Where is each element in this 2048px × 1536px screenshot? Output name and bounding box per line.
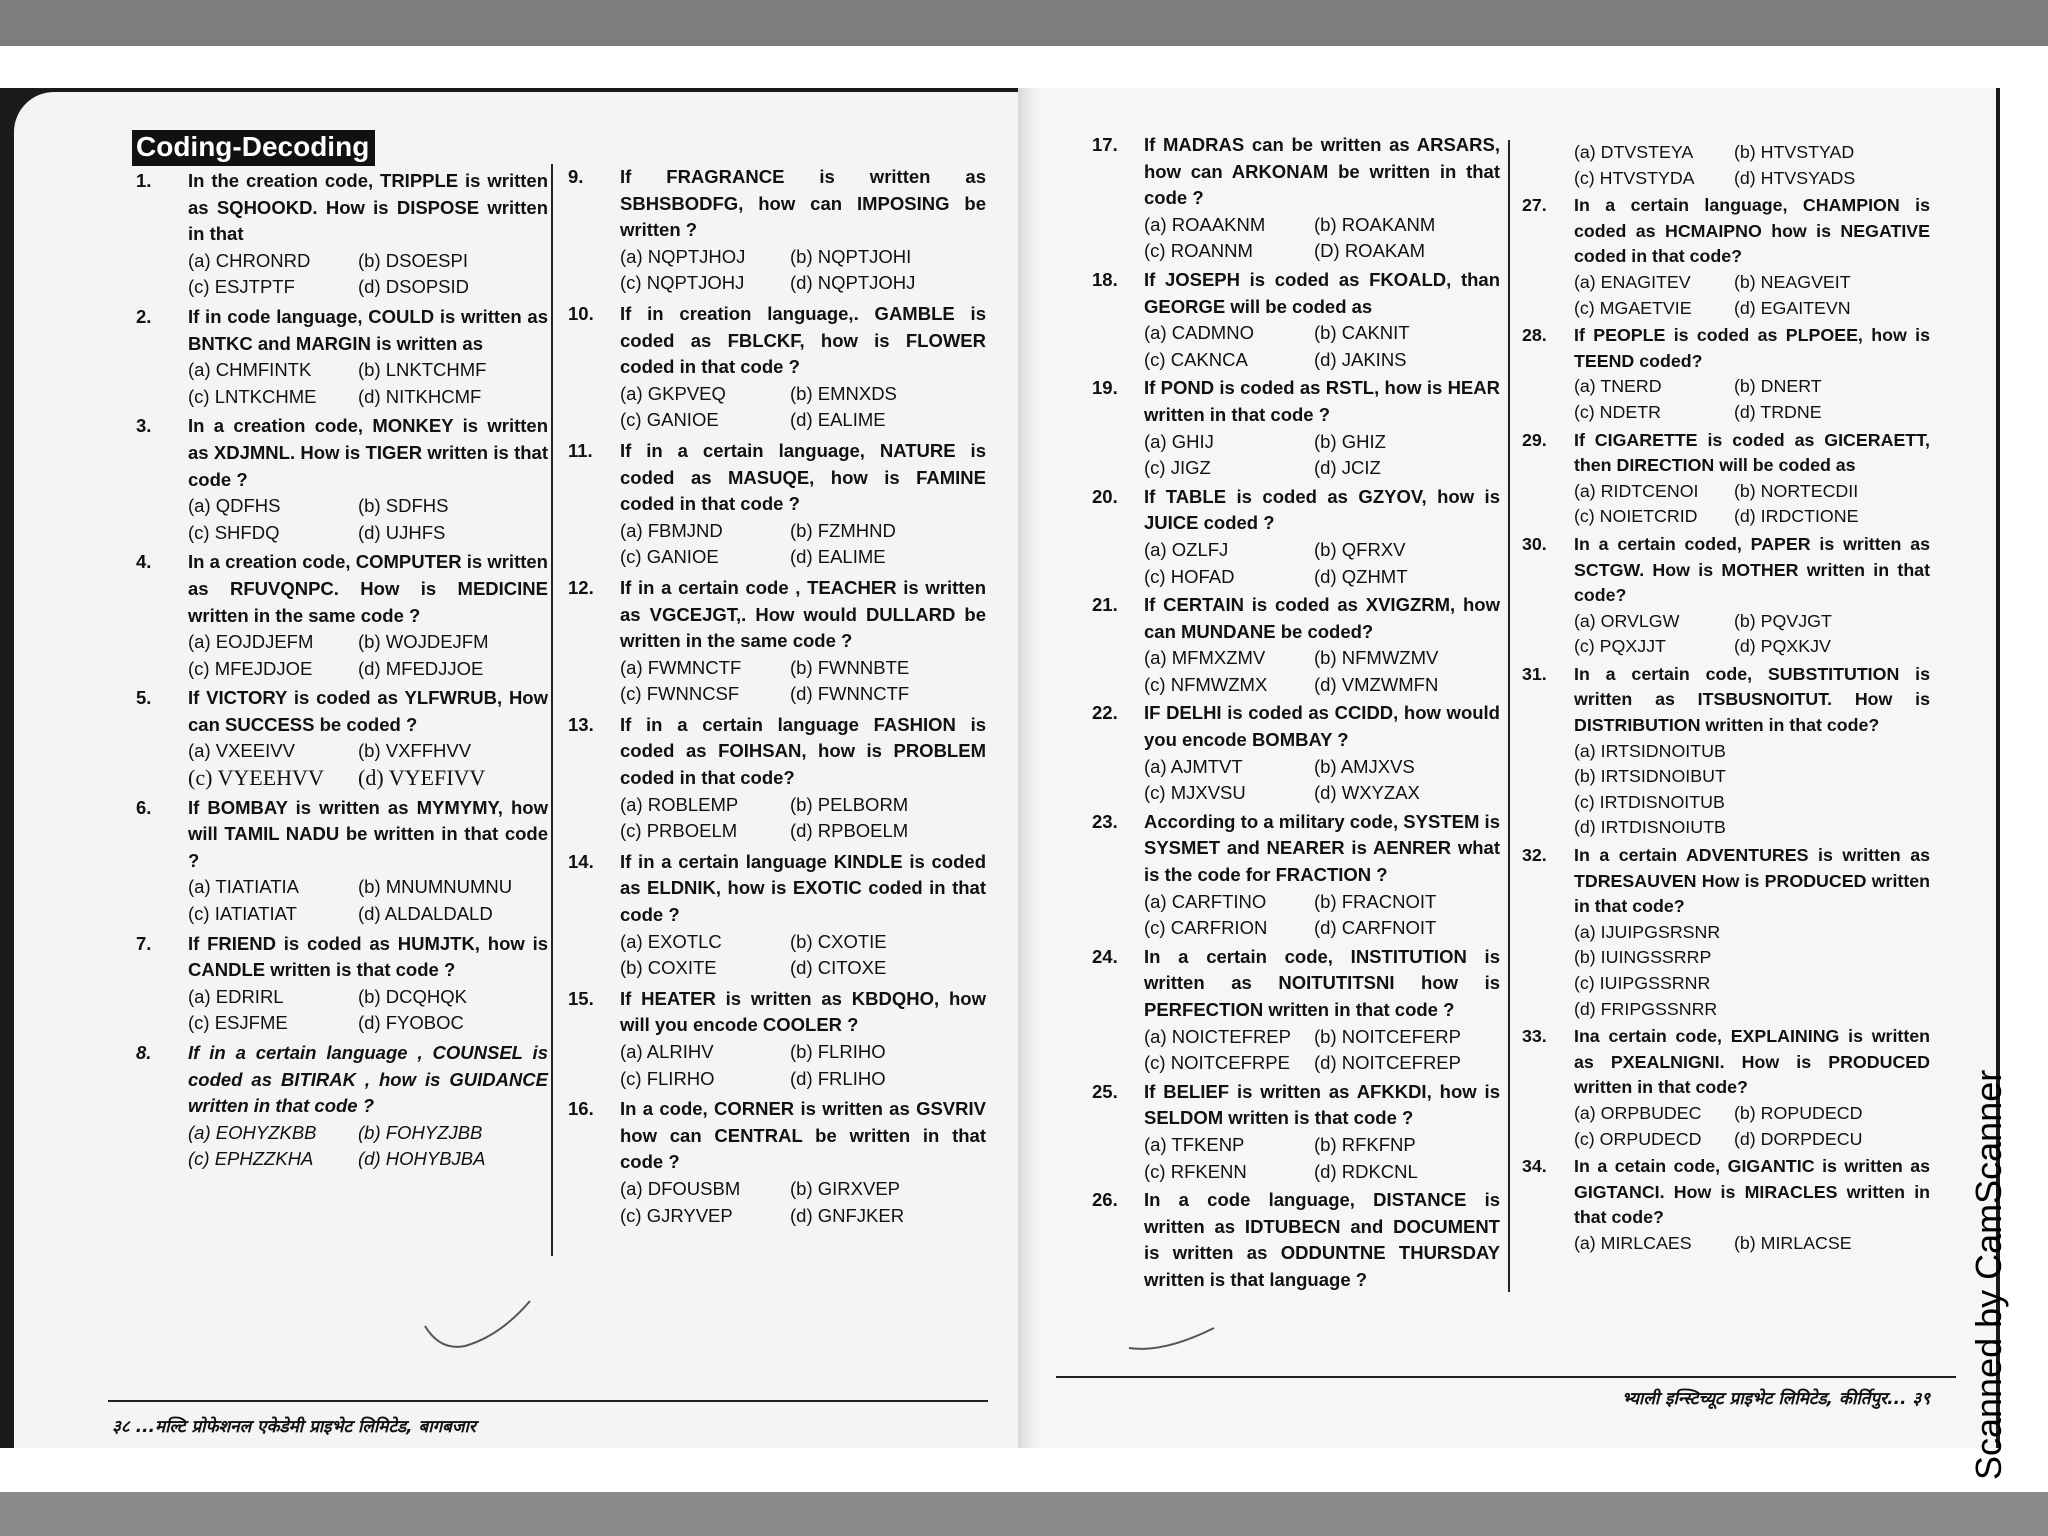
option: (a) MIRLCAES — [1574, 1232, 1692, 1253]
option: (D) ROAKAM — [1314, 240, 1425, 262]
question-text: If VICTORY is coded as YLFWRUB, How can SUCCESS be coded ? — [188, 687, 548, 735]
option: (b) NEAGVEIT — [1734, 271, 1851, 292]
option: (c) EPHZZKHA — [188, 1148, 314, 1170]
option: (d) RPBOELM — [790, 820, 909, 842]
question-26-options — [1522, 140, 1930, 191]
question-text: According to a military code, SYSTEM is SYSMET and NEARER is AENRER what is the code for FRACTION ? — [1144, 810, 1500, 886]
option: (b) CXOTIE — [790, 930, 887, 952]
question-number: 16. — [568, 1098, 594, 1120]
option: (a) DTVSTEYA — [1574, 142, 1694, 162]
question-column-4 — [1522, 140, 1930, 1257]
question-18 — [1092, 267, 1500, 373]
option: (a) NQPTJHOJ — [620, 245, 746, 267]
option: (b) IRTSIDNOIBUT — [1574, 766, 1726, 787]
question-number: 19. — [1092, 377, 1118, 399]
option: (b) NQPTJOHI — [790, 245, 912, 267]
question-text: If in code language, COULD is written as BNTKC and MARGIN is written as — [188, 305, 548, 354]
option: (a) CADMNO — [1144, 322, 1254, 344]
question-column-1 — [136, 168, 548, 1173]
scanner-watermark: Scanned by CamScanner — [1968, 1069, 2009, 1480]
option: (c) FLIRHO — [620, 1067, 715, 1089]
option: (c) SHFDQ — [188, 521, 280, 543]
option: (c) CARFRION — [1144, 917, 1268, 939]
option: (c) LNTKCHME — [188, 385, 317, 407]
option: (d) NITKHCMF — [358, 385, 482, 407]
option: (c) GANIOE — [620, 546, 719, 568]
question-15 — [568, 986, 986, 1092]
question-text: If in a certain language, NATURE is coded as MASUQE, how is FAMINE coded in that code ? — [620, 439, 986, 515]
option: (d) DORPDECU — [1734, 1128, 1863, 1149]
option: (d) NQPTJOHJ — [790, 272, 916, 294]
option: (c) MJXVSU — [1144, 782, 1246, 804]
option: (d) CITOXE — [790, 957, 887, 979]
pen-mark — [1124, 1318, 1224, 1358]
question-number: 11. — [568, 439, 593, 461]
section-title: Coding-Decoding — [132, 130, 375, 166]
question-8 — [136, 1040, 548, 1173]
option: (b) IUINGSSRRP — [1574, 947, 1712, 968]
column-divider — [1508, 140, 1510, 1292]
option: (c) PQXJJT — [1574, 636, 1666, 657]
question-text: If in a certain language KINDLE is coded as ELDNIK, how is EXOTIC coded in that code ? — [620, 850, 986, 926]
question-number: 12. — [568, 576, 594, 598]
question-2 — [136, 304, 548, 410]
option: (b) FZMHND — [790, 519, 896, 541]
question-number: 24. — [1092, 945, 1118, 967]
option: (b) VXFFHVV — [358, 740, 472, 762]
question-number: 25. — [1092, 1080, 1118, 1102]
question-22 — [1092, 700, 1500, 806]
option: (b) MNUMNUMNU — [358, 876, 513, 898]
option: (d) PQXKJV — [1734, 636, 1831, 657]
option: (b) ROAKANM — [1314, 213, 1436, 235]
option: (d) FWNNCTF — [790, 683, 910, 705]
question-4 — [136, 549, 548, 682]
question-text: In a certain language, CHAMPION is coded as HCMAIPNO how is NEGATIVE coded in that code? — [1574, 195, 1930, 267]
option: (c) HOFAD — [1144, 565, 1235, 587]
option: (d) MFEDJJOE — [358, 657, 484, 679]
option: (a) ROAAKNM — [1144, 213, 1266, 235]
question-number: 3. — [136, 415, 152, 437]
option: (a) EXOTLC — [620, 930, 722, 952]
question-text: If JOSEPH is coded as FKOALD, than GEORGE will be coded as — [1144, 268, 1500, 317]
question-text: If in creation language,. GAMBLE is coded as FBLCKF, how is FLOWER coded in that code ? — [620, 302, 986, 378]
option: (d) EALIME — [790, 546, 886, 568]
question-19 — [1092, 375, 1500, 481]
question-text: In a creation code, COMPUTER is written as RFUVQNPC. How is MEDICINE written in the same code ? — [188, 551, 548, 626]
option: (c) RFKENN — [1144, 1160, 1247, 1182]
option: (a) ORPBUDEC — [1574, 1102, 1702, 1123]
option: (d) IRDCTIONE — [1734, 506, 1859, 527]
option: (c) ORPUDECD — [1574, 1128, 1702, 1149]
question-text: In a code, CORNER is written as GSVRIV how can CENTRAL be written in that code ? — [620, 1098, 986, 1173]
option: (b) QFRXV — [1314, 538, 1406, 560]
question-text: If BOMBAY is written as MYMYMY, how will TAMIL NADU be written in that code ? — [188, 796, 548, 871]
footer-left: ३८ ...मल्टि प्रोफेशनल एकेडेमी प्राइभेट लिमिटेड, बागबजार — [112, 1417, 476, 1437]
option: (d) DSOPSID — [358, 276, 470, 298]
option: (d) NOITCEFREP — [1314, 1052, 1461, 1074]
option: (b) EMNXDS — [790, 382, 897, 404]
option: (c) HTVSTYDA — [1574, 167, 1695, 188]
option: (d) EALIME — [790, 409, 886, 431]
question-text: In a certain code, INSTITUTION is written as NOITUTITSNI how is PERFECTION written in that code ? — [1144, 945, 1500, 1020]
question-number: 1. — [136, 170, 152, 191]
question-number: 34. — [1522, 1156, 1547, 1177]
question-text: In the creation code, TRIPPLE is written as SQHOOKD. How is DISPOSE written in that — [188, 170, 548, 245]
option: (c) ESJTPTF — [188, 276, 295, 298]
option: (b) MIRLACSE — [1734, 1232, 1852, 1253]
question-text: If POND is coded as RSTL, how is HEAR written in that code ? — [1144, 377, 1500, 425]
option: (a) CHRONRD — [188, 249, 311, 271]
option: (b) FOHYZJBB — [358, 1121, 483, 1143]
option: (d) VMZWMFN — [1314, 673, 1439, 695]
option: (b) LNKTCHMF — [358, 359, 487, 381]
question-text: In a certain ADVENTURES is written as TDRESAUVEN How is PRODUCED written in that code? — [1574, 845, 1930, 917]
option: (a) TFKENP — [1144, 1133, 1245, 1155]
pen-mark — [420, 1296, 540, 1356]
question-13 — [568, 712, 986, 845]
option: (b) NFMWZMV — [1314, 647, 1439, 669]
option: (a) FBMJND — [620, 519, 723, 541]
option: (a) CHMFINTK — [188, 359, 312, 381]
footer-rule — [1056, 1376, 1956, 1378]
question-number: 32. — [1522, 845, 1547, 866]
option: (a) ORVLGW — [1574, 610, 1680, 631]
question-column-2 — [568, 164, 986, 1229]
option: (d) JAKINS — [1314, 348, 1407, 370]
question-number: 9. — [568, 166, 584, 187]
option: (d) HTVSYADS — [1734, 167, 1856, 188]
option: (b) RFKFNP — [1314, 1133, 1416, 1155]
option: (a) FWMNCTF — [620, 656, 742, 678]
option: (a) IRTSIDNOITUB — [1574, 740, 1726, 761]
question-number: 29. — [1522, 429, 1547, 450]
column-divider — [551, 164, 553, 1256]
question-number: 23. — [1092, 810, 1118, 832]
question-6 — [136, 795, 548, 928]
question-3 — [136, 413, 548, 546]
option: (d) GNFJKER — [790, 1204, 905, 1226]
option: (d) HOHYBJBA — [358, 1148, 486, 1170]
question-number: 33. — [1522, 1026, 1547, 1047]
question-text: If BELIEF is written as AFKKDI, how is SELDOM written is that code ? — [1144, 1080, 1500, 1129]
question-number: 7. — [136, 932, 152, 954]
option: (d) UJHFS — [358, 521, 446, 543]
option: (a) QDFHS — [188, 495, 281, 517]
question-text: If in a certain language , COUNSEL is coded as BITIRAK , how is GUIDANCE written in that code ? — [188, 1042, 548, 1117]
question-5 — [136, 685, 548, 791]
question-number: 17. — [1092, 134, 1118, 155]
question-31 — [1522, 662, 1930, 841]
question-9 — [568, 164, 986, 297]
option: (b) NORTECDII — [1734, 480, 1859, 501]
option: (b) GIRXVEP — [790, 1177, 900, 1199]
option: (a) EOJDJEFM — [188, 631, 314, 653]
option: (c) PRBOELM — [620, 820, 738, 842]
option: (a) NOICTEFREP — [1144, 1025, 1291, 1047]
option: (c) GJRYVEP — [620, 1204, 733, 1226]
option: (c) NFMWZMX — [1144, 673, 1268, 695]
question-text: If FRAGRANCE is written as SBHSBODFG, how can IMPOSING be written ? — [620, 166, 986, 241]
question-number: 28. — [1522, 325, 1547, 346]
option: (c) NDETR — [1574, 401, 1661, 422]
question-number: 18. — [1092, 268, 1118, 290]
option: (c) IRTDISNOITUB — [1574, 791, 1725, 812]
question-text: If in a certain code , TEACHER is written as VGCEJGT,. How would DULLARD be written in the same code ? — [620, 576, 986, 652]
question-text: If PEOPLE is coded as PLPOEE, how is TEEND coded? — [1574, 325, 1930, 371]
option: (a) DFOUSBM — [620, 1177, 741, 1199]
question-11 — [568, 438, 986, 571]
option: (a) ROBLEMP — [620, 793, 739, 815]
option: (d) CARFNOIT — [1314, 917, 1437, 939]
option: (d) TRDNE — [1734, 401, 1822, 422]
question-number: 31. — [1522, 663, 1547, 684]
question-number: 8. — [136, 1042, 152, 1063]
option: (b) NOITCEFERP — [1314, 1025, 1461, 1047]
option: (c) JIGZ — [1144, 457, 1211, 479]
option: (d) FRLIHO — [790, 1067, 886, 1089]
option: (d) FRIPGSSNRR — [1574, 998, 1718, 1019]
question-23 — [1092, 809, 1500, 942]
option: (d) VYEFIVV — [358, 765, 486, 791]
option: (b) DSOESPI — [358, 249, 468, 271]
option: (a) ALRIHV — [620, 1041, 714, 1062]
question-text: If TABLE is coded as GZYOV, how is JUICE coded ? — [1144, 485, 1500, 534]
question-number: 22. — [1092, 702, 1118, 724]
question-text: If in a certain language FASHION is coded as FOIHSAN, how is PROBLEM coded in that code? — [620, 713, 986, 789]
option: (a) EDRIRL — [188, 985, 284, 1007]
option: (c) MGAETVIE — [1574, 297, 1692, 318]
option: (c) NOIETCRID — [1574, 506, 1698, 527]
option: (c) VYEEHVV — [188, 765, 324, 791]
question-number: 14. — [568, 850, 594, 872]
question-text: In a code language, DISTANCE is written as IDTUBECN and DOCUMENT is written as ODDUNTNE THURSDAY written is that language ? — [1144, 1189, 1500, 1290]
question-number: 27. — [1522, 195, 1547, 216]
footer-right: भ्याली इन्स्टिच्यूट प्राइभेट लिमिटेड, कीर्तिपुर... ३९ — [1622, 1389, 1931, 1409]
option: (a) AJMTVT — [1144, 755, 1243, 777]
option: (b) FRACNOIT — [1314, 890, 1437, 912]
option: (a) TNERD — [1574, 376, 1662, 397]
option: (c) MFEJDJOE — [188, 657, 313, 679]
option: (d) WXYZAX — [1314, 782, 1420, 804]
question-29 — [1522, 428, 1930, 530]
question-number: 13. — [568, 713, 594, 735]
option: (a) VXEEIVV — [188, 740, 295, 762]
option: (d) FYOBOC — [358, 1012, 464, 1034]
option: (a) EOHYZKBB — [188, 1121, 317, 1143]
top-bar — [0, 0, 2048, 46]
option: (c) IATIATIAT — [188, 903, 297, 925]
question-33 — [1522, 1024, 1930, 1152]
question-text: In a cetain code, GIGANTIC is written as GIGTANCI. How is MIRACLES written in that code? — [1574, 1156, 1930, 1228]
question-text: If CERTAIN is coded as XVIGZRM, how can MUNDANE be coded? — [1144, 594, 1500, 642]
option: (c) IUIPGSSRNR — [1574, 973, 1711, 993]
option: (c) ROANNM — [1144, 240, 1253, 262]
question-text: Ina certain code, EXPLAINING is written as PXEALNIGNI. How is PRODUCED written in that code? — [1574, 1026, 1930, 1098]
footer-rule — [108, 1400, 988, 1402]
question-12 — [568, 575, 986, 708]
question-27 — [1522, 193, 1930, 321]
question-24 — [1092, 944, 1500, 1077]
option: (b) CAKNIT — [1314, 322, 1410, 344]
question-number: 30. — [1522, 533, 1547, 554]
option: (c) NOITCEFRPE — [1144, 1052, 1290, 1074]
question-25 — [1092, 1079, 1500, 1185]
question-number: 2. — [136, 305, 152, 327]
question-32 — [1522, 843, 1930, 1022]
bottom-bar — [0, 1492, 2048, 1536]
question-14 — [568, 849, 986, 982]
question-7 — [136, 931, 548, 1037]
option: (d) RDKCNL — [1314, 1160, 1418, 1182]
option: (a) ENAGITEV — [1574, 271, 1691, 292]
option: (b) DNERT — [1734, 376, 1822, 397]
option: (a) GHIJ — [1144, 430, 1214, 452]
option: (d) QZHMT — [1314, 565, 1408, 587]
option: (d) IRTDISNOIUTB — [1574, 817, 1726, 838]
question-number: 20. — [1092, 485, 1118, 507]
option: (b) AMJXVS — [1314, 755, 1415, 777]
question-20 — [1092, 484, 1500, 590]
question-17 — [1092, 132, 1500, 265]
option: (c) NQPTJOHJ — [620, 272, 745, 294]
option: (b) DCQHQK — [358, 985, 467, 1007]
option: (b) SDFHS — [358, 495, 449, 517]
option: (d) ALDALDALD — [358, 903, 493, 925]
option: (b) FWNNBTE — [790, 656, 910, 678]
question-column-3 — [1092, 132, 1500, 1294]
question-text: If MADRAS can be written as ARSARS, how can ARKONAM be written in that code ? — [1144, 134, 1500, 209]
question-16 — [568, 1096, 986, 1229]
question-26 — [1092, 1187, 1500, 1293]
book-gutter — [1018, 88, 1040, 1448]
option: (a) OZLFJ — [1144, 538, 1229, 560]
option: (b) FLRIHO — [790, 1041, 886, 1062]
option: (c) FWNNCSF — [620, 683, 740, 705]
option: (a) IJUIPGSRSNR — [1574, 921, 1721, 942]
question-text: In a certain coded, PAPER is written as SCTGW. How is MOTHER written in that code? — [1574, 533, 1930, 606]
option: (b) HTVSTYAD — [1734, 142, 1855, 162]
option: (a) TIATIATIA — [188, 876, 300, 898]
option: (b) PQVJGT — [1734, 610, 1832, 631]
question-number: 5. — [136, 687, 152, 709]
question-text: If HEATER is written as KBDQHO, how will you encode COOLER ? — [620, 987, 986, 1036]
question-10 — [568, 301, 986, 434]
question-number: 21. — [1092, 594, 1118, 616]
question-text: IF DELHI is coded as CCIDD, how would you encode BOMBAY ? — [1144, 702, 1500, 751]
question-text: If FRIEND is coded as HUMJTK, how is CANDLE written is that code ? — [188, 932, 548, 981]
option: (a) GKPVEQ — [620, 382, 726, 404]
question-34 — [1522, 1154, 1930, 1256]
option: (d) EGAITEVN — [1734, 297, 1851, 318]
question-1 — [136, 168, 548, 301]
option: (b) ROPUDECD — [1734, 1102, 1863, 1123]
option: (a) CARFTINO — [1144, 890, 1267, 912]
option: (c) ESJFME — [188, 1012, 288, 1034]
option: (b) COXITE — [620, 957, 717, 979]
option: (b) GHIZ — [1314, 430, 1386, 452]
option: (c) CAKNCA — [1144, 348, 1248, 370]
option: (c) GANIOE — [620, 409, 719, 431]
option: (d) JCIZ — [1314, 457, 1381, 479]
question-28 — [1522, 323, 1930, 425]
question-number: 6. — [136, 796, 152, 818]
question-number: 26. — [1092, 1189, 1118, 1211]
question-text: In a certain code, SUBSTITUTION is written as ITSBUSNOITUT. How is DISTRIBUTION written in that code? — [1574, 663, 1930, 736]
question-21 — [1092, 592, 1500, 698]
question-text: If CIGARETTE is coded as GICERAETT, then DIRECTION will be coded as — [1574, 429, 1930, 476]
option: (b) WOJDEJFM — [358, 631, 489, 653]
question-number: 10. — [568, 302, 594, 324]
option: (a) RIDTCENOI — [1574, 480, 1699, 501]
question-30 — [1522, 532, 1930, 660]
question-text: In a creation code, MONKEY is written as XDJMNL. How is TIGER written is that code ? — [188, 415, 548, 490]
option: (a) MFMXZMV — [1144, 647, 1266, 669]
option: (b) PELBORM — [790, 793, 909, 815]
question-number: 15. — [568, 987, 594, 1009]
question-number: 4. — [136, 551, 152, 573]
